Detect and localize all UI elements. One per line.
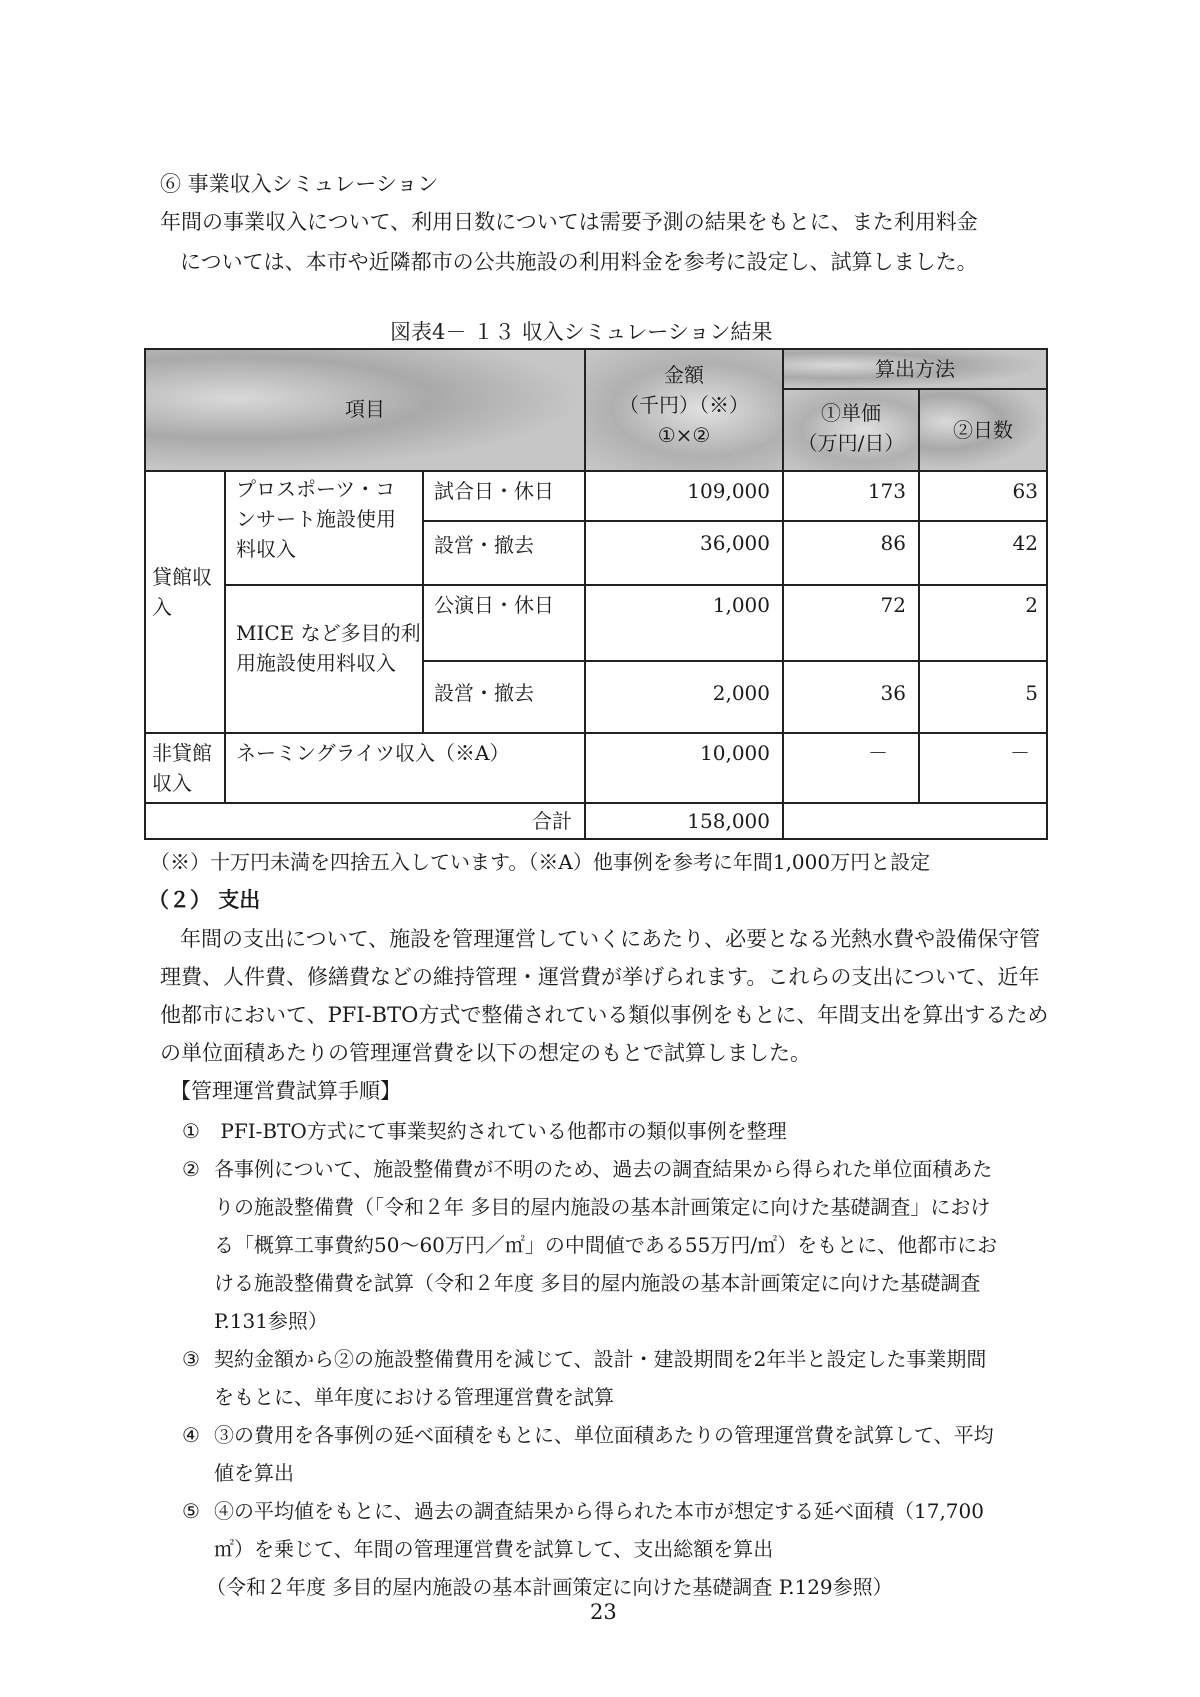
- header-amount-line: （千円）（※）: [619, 393, 749, 417]
- paragraph-line: 年間の支出について、施設を管理運営していくにあたり、必要となる光熱水費や設備保守管: [180, 927, 1041, 951]
- subgroup-pro-line: プロスポーツ・コ: [236, 477, 396, 501]
- subgroup-pro-line: 料収入: [236, 537, 296, 561]
- total-amount-cell: 158,000: [584, 802, 784, 840]
- subgroup-pro-line: ンサート施設使用: [236, 507, 396, 531]
- detail-cell: 試合日・休日: [422, 470, 586, 522]
- days-cell: －: [918, 732, 1048, 804]
- step-mark: ⑤: [182, 1499, 200, 1523]
- days-cell: 63: [918, 470, 1048, 522]
- expense-title: （２） 支出: [148, 887, 261, 912]
- days-cell: 2: [918, 584, 1048, 662]
- page-number: 23: [590, 1600, 617, 1624]
- group-nonrental-line: 非貸館: [152, 741, 212, 765]
- section-title: ⑥ 事業収入シミュレーション: [160, 172, 439, 196]
- subgroup-mice-line: 用施設使用料収入: [236, 651, 396, 675]
- unit-cell: 86: [782, 520, 920, 586]
- amount-cell: 1,000: [584, 584, 784, 662]
- days-cell: 42: [918, 520, 1048, 586]
- step-4: [182, 1416, 994, 1492]
- detail-cell: 設営・撤去: [422, 660, 586, 734]
- reference-note: （令和２年度 多目的屋内施設の基本計画策定に向けた基礎調査 P.129参照）: [206, 1575, 893, 1599]
- header-item: 項目: [144, 348, 586, 472]
- step-line: ③の費用を各事例の延べ面積をもとに、単位面積あたりの管理運営費を試算して、平均: [214, 1423, 994, 1447]
- subgroup-mice-line: MICE など多目的利: [236, 621, 421, 645]
- step-mark: ④: [182, 1423, 200, 1447]
- step-line: ける施設整備費を試算（令和２年度 多目的屋内施設の基本計画策定に向けた基礎調査: [214, 1271, 981, 1295]
- step-line: ㎡）を乗じて、年間の管理運営費を試算して、支出総額を算出: [214, 1537, 774, 1561]
- days-cell: 5: [918, 660, 1048, 734]
- detail-cell: 設営・撤去: [422, 520, 586, 586]
- procedure-title: 【管理運営費試算手順】: [170, 1079, 401, 1103]
- step-3: [182, 1340, 986, 1416]
- paragraph-line: 理費、人件費、修繕費などの維持管理・運営費が挙げられます。これらの支出について、近年: [160, 965, 1040, 989]
- revenue-table: [144, 348, 1048, 840]
- step-line: 契約金額から②の施設整備費用を減じて、設計・建設期間を2年半と設定した事業期間: [214, 1347, 987, 1371]
- table-caption: 図表4－ １３ 収入シミュレーション結果: [390, 320, 773, 344]
- amount-cell: 36,000: [584, 520, 784, 586]
- group-rental-cell: [144, 470, 226, 734]
- group-rental-label: 貸館収入: [152, 565, 212, 619]
- group-nonrental-cell: [144, 732, 226, 804]
- step-line: る「概算工事費約50～60万円／㎡」の中間値である55万円/㎡）をもとに、他都市にお: [214, 1233, 998, 1257]
- step-line: ④の平均値をもとに、過去の調査結果から得られた本市が想定する延べ面積（17,700: [214, 1499, 984, 1523]
- paragraph-line: 年間の事業収入について、利用日数については需要予測の結果をもとに、また利用料金: [160, 210, 978, 234]
- step-2: [182, 1150, 997, 1340]
- step-mark: ②: [182, 1157, 200, 1181]
- amount-cell: 109,000: [584, 470, 784, 522]
- total-label-cell: 合計: [144, 802, 586, 840]
- unit-cell: 36: [782, 660, 920, 734]
- header-method: 算出方法: [782, 348, 1048, 390]
- step-line: りの施設整備費（「令和２年 多目的屋内施設の基本計画策定に向けた基礎調査」におけ: [214, 1195, 991, 1219]
- header-days: ②日数: [918, 388, 1048, 472]
- header-amount-line: ①×②: [657, 423, 711, 447]
- header-unit-line: （万円/日）: [797, 431, 905, 455]
- paragraph-line: 他都市において、PFI-BTO方式で整備されている類似事例をもとに、年間支出を算出するため: [160, 1003, 1049, 1027]
- step-5: [182, 1492, 984, 1568]
- total-blank-cell: [782, 802, 1048, 840]
- unit-cell: 173: [782, 470, 920, 522]
- amount-cell: 10,000: [584, 732, 784, 804]
- unit-cell: －: [782, 732, 920, 804]
- unit-cell: 72: [782, 584, 920, 662]
- step-line: 値を算出: [214, 1461, 294, 1485]
- header-unit-line: ①単価: [821, 401, 881, 425]
- subgroup-pro-cell: [224, 470, 424, 586]
- step-line: PFI-BTO方式にて事業契約されている他都市の類似事例を整理: [220, 1119, 787, 1143]
- group-nonrental-line: 収入: [152, 771, 192, 795]
- header-amount-line: 金額: [664, 363, 704, 387]
- step-1: [182, 1112, 787, 1150]
- detail-cell: 公演日・休日: [422, 584, 586, 662]
- paragraph-line: については、本市や近隣都市の公共施設の利用料金を参考に設定し、試算しました。: [180, 250, 978, 274]
- header-amount: [584, 348, 784, 472]
- table-note: （※）十万円未満を四捨五入しています。（※A）他事例を参考に年間1,000万円と設定: [150, 850, 931, 874]
- step-line: をもとに、単年度における管理運営費を試算: [214, 1385, 614, 1409]
- step-line: P.131参照）: [214, 1309, 328, 1333]
- step-mark: ①: [182, 1119, 200, 1143]
- header-unit-price: [782, 388, 920, 472]
- paragraph-line: の単位面積あたりの管理運営費を以下の想定のもとで試算しました。: [160, 1041, 811, 1065]
- subgroup-mice-cell: [224, 584, 424, 734]
- naming-rights-cell: ネーミングライツ収入（※A）: [224, 732, 586, 804]
- step-line: 各事例について、施設整備費が不明のため、過去の調査結果から得られた単位面積あた: [214, 1157, 993, 1181]
- step-mark: ③: [182, 1347, 200, 1371]
- amount-cell: 2,000: [584, 660, 784, 734]
